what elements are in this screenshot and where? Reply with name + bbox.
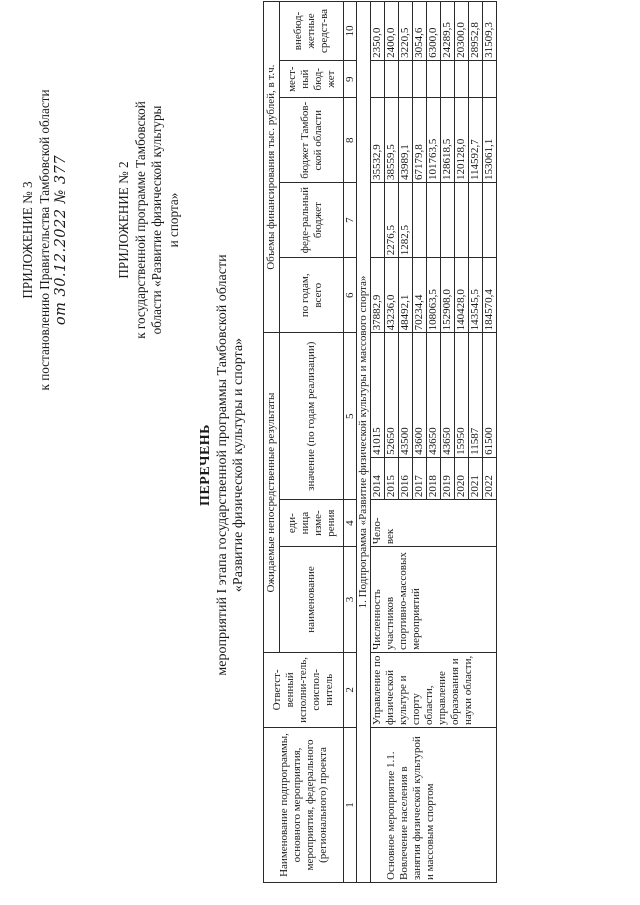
col-number-8: 8 [344, 98, 357, 183]
row-value: 11587 [469, 333, 483, 458]
col-number-10: 10 [344, 2, 357, 61]
row-total: 70234,4 [413, 258, 427, 333]
row-regional: 43989,1 [399, 98, 413, 183]
row-regional: 128618,5 [441, 98, 455, 183]
document-subheading-1: мероприятий I этапа государственной программы Тамбовской области [214, 254, 230, 676]
row-local [399, 60, 413, 98]
header-funding: Объемы финансирования тыс. рублей, в т.ч. [264, 2, 280, 333]
row-regional: 67179,8 [413, 98, 427, 183]
row-local [441, 60, 455, 98]
row-extra: 24289,5 [441, 2, 455, 61]
row-year: 2020 [455, 457, 469, 499]
header-value: значение (по годам реализации) [280, 333, 344, 500]
col-number-2: 2 [344, 652, 357, 727]
row-value: 61500 [483, 333, 497, 458]
row-total: 143545,5 [469, 258, 483, 333]
row-value: 52650 [385, 333, 399, 458]
row-total: 152908,0 [441, 258, 455, 333]
row-value: 43500 [399, 333, 413, 458]
row-extra: 2400,0 [385, 2, 399, 61]
appendix-3-line: к постановлению Правительства Тамбовской области [36, 89, 52, 391]
header-unit: еди-ница изме-рения [280, 500, 344, 547]
row-total: 184570,4 [483, 258, 497, 333]
row-extra: 31509,3 [483, 2, 497, 61]
row-year: 2021 [469, 457, 483, 499]
header-expected-results: Ожидаемые непосредственные результаты [264, 333, 280, 652]
row-value: 43600 [413, 333, 427, 458]
row-year: 2022 [483, 457, 497, 499]
document-subheading-2: «Развитие физической культуры и спорта» [231, 337, 246, 593]
row-extra: 28952,8 [469, 2, 483, 61]
document-title [198, 135, 248, 795]
appendix-2-title: ПРИЛОЖЕНИЕ № 2 [116, 161, 131, 279]
row-federal [469, 183, 483, 258]
col-number-3: 3 [344, 547, 357, 653]
row-regional: 35532,9 [371, 98, 385, 183]
col-number-1: 1 [344, 727, 357, 882]
row-year: 2014 [371, 457, 385, 499]
row-extra: 3054,6 [413, 2, 427, 61]
row-extra: 2350,0 [371, 2, 385, 61]
appendix-3-handwritten-date: от 30.12.2022 № 377 [53, 154, 69, 326]
row-value: 41015 [371, 333, 385, 458]
header-local: мест-ный бюд-жет [280, 60, 344, 98]
row-extra: 6300,0 [427, 2, 441, 61]
row-local [385, 60, 399, 98]
row-year: 2019 [441, 457, 455, 499]
row-federal [455, 183, 469, 258]
row-extra: 3220,5 [399, 2, 413, 61]
event-executor: Управление по физической культуре и спорту области, управление образования и науки области, [371, 652, 497, 727]
row-local [413, 60, 427, 98]
row-federal: 1282,5 [399, 183, 413, 258]
header-executor: Ответст-венный исполни-тель, соиспол-нитель [264, 652, 344, 727]
header-name: Наименование подпрограммы, основного мероприятия, мероприятия, федерального (регионального) проекта [264, 727, 344, 882]
header-federal: феде-ральный бюджет [280, 183, 344, 258]
row-total: 37882,9 [371, 258, 385, 333]
row-local [469, 60, 483, 98]
appendix-2-header [116, 20, 182, 420]
row-local [427, 60, 441, 98]
appendix-2-line-1: к государственной программе Тамбовской [132, 101, 148, 339]
row-value: 43650 [441, 333, 455, 458]
row-regional: 153061,1 [483, 98, 497, 183]
event-result-name: Численность участников спортивно-массовых мероприятий [371, 547, 497, 653]
row-regional: 38559,5 [385, 98, 399, 183]
row-local [483, 60, 497, 98]
col-number-9: 9 [344, 60, 357, 98]
row-regional: 120128,0 [455, 98, 469, 183]
row-local [455, 60, 469, 98]
col-number-5: 5 [344, 333, 357, 500]
section-title: 1. Подпрограмма «Развитие физической культуры и массового спорта» [357, 2, 371, 883]
row-federal [413, 183, 427, 258]
appendix-2-line-3: и спорта» [165, 192, 181, 248]
row-year: 2018 [427, 457, 441, 499]
row-local [371, 60, 385, 98]
row-total: 108063,5 [427, 258, 441, 333]
row-value: 15950 [455, 333, 469, 458]
header-extra: внебюд-жетные средст-ва [280, 2, 344, 61]
col-number-7: 7 [344, 183, 357, 258]
row-federal [483, 183, 497, 258]
row-regional: 101763,5 [427, 98, 441, 183]
row-federal [371, 183, 385, 258]
row-year: 2017 [413, 457, 427, 499]
row-year: 2016 [399, 457, 413, 499]
document-heading: ПЕРЕЧЕНЬ [198, 424, 213, 506]
row-extra: 20300,0 [455, 2, 469, 61]
event-unit: Чело-век [371, 500, 497, 547]
row-total: 140428,0 [455, 258, 469, 333]
row-federal: 2276,5 [385, 183, 399, 258]
row-federal [441, 183, 455, 258]
appendix-3-title: ПРИЛОЖЕНИЕ № 3 [20, 181, 35, 299]
event-name: Основное мероприятие 1.1. Вовлечение населения в занятия физической культурой и массовым спортом [371, 727, 497, 882]
events-table [263, 1, 497, 883]
row-total: 48492,1 [399, 258, 413, 333]
header-regional: бюджет Тамбов-ской области [280, 98, 344, 183]
row-year: 2015 [385, 457, 399, 499]
header-total: по годам, всего [280, 258, 344, 333]
appendix-3-header [20, 40, 70, 440]
row-regional: 114592,7 [469, 98, 483, 183]
appendix-2-line-2: области «Развитие физической культуры [149, 105, 164, 335]
col-number-6: 6 [344, 258, 357, 333]
row-federal [427, 183, 441, 258]
row-value: 43650 [427, 333, 441, 458]
header-result-name: наименование [280, 547, 344, 653]
col-number-4: 4 [344, 500, 357, 547]
row-total: 43236,0 [385, 258, 399, 333]
